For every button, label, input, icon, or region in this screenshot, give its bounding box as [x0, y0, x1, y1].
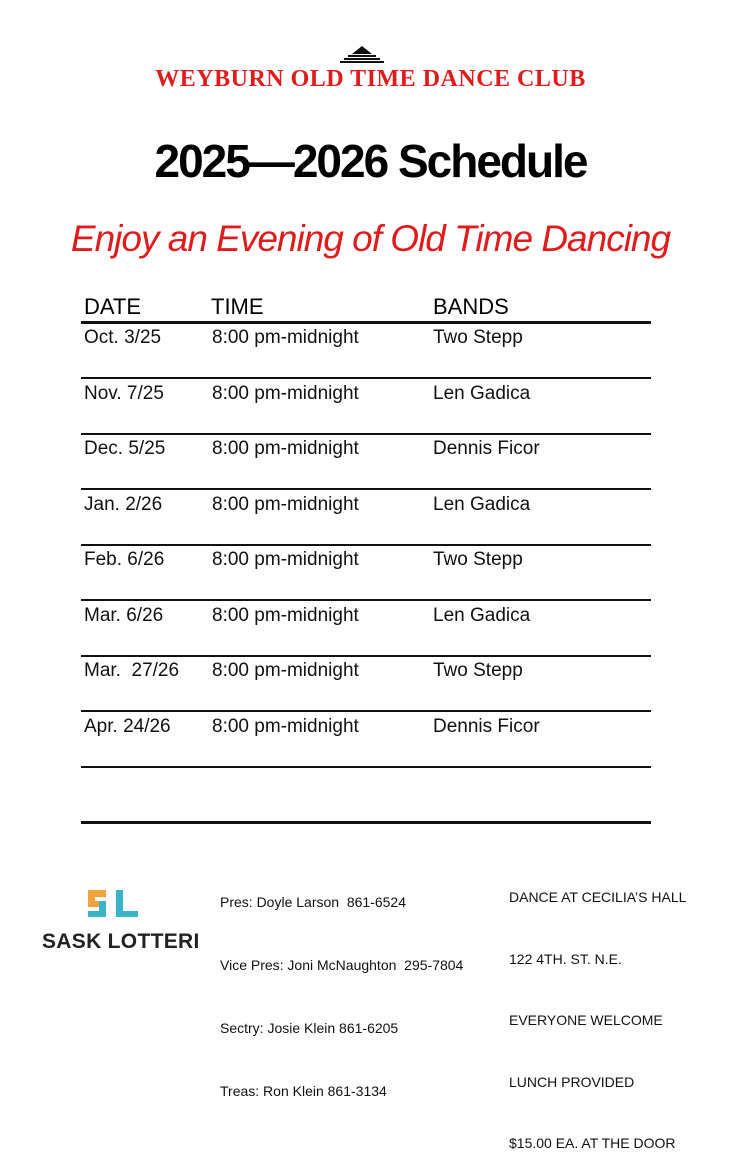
row-divider: [81, 655, 651, 657]
row-date: Dec. 5/25: [84, 438, 166, 459]
row-band: Len Gadica: [433, 382, 531, 404]
row-time: 8:00 pm-midnight: [212, 327, 359, 348]
column-header-time: TIME: [211, 294, 264, 319]
row-date: Mar. 27/26: [84, 660, 180, 681]
header-rule: [81, 321, 651, 324]
row-band: Dennis Ficor: [433, 438, 540, 459]
bottom-divider: [81, 821, 651, 824]
row-band: Dennis Ficor: [433, 715, 540, 737]
column-header-date: DATE: [84, 294, 142, 319]
row-divider: [81, 544, 651, 546]
row-divider: [81, 766, 651, 768]
row-date: Jan. 2/26: [84, 493, 163, 515]
venue-line: 122 4TH. ST. N.E.: [509, 950, 622, 967]
row-time: 8:00 pm-midnight: [212, 438, 359, 459]
venue-line: $15.00 EA. AT THE DOOR: [509, 1135, 676, 1151]
row-band: Two Stepp: [433, 660, 523, 681]
row-divider: [81, 488, 651, 490]
row-time: 8:00 pm-midnight: [212, 604, 359, 626]
row-time: 8:00 pm-midnight: [212, 660, 359, 681]
officer-line: Treas: Ron Klein 861-3134: [220, 1083, 387, 1099]
row-time: 8:00 pm-midnight: [212, 549, 359, 570]
row-divider: [81, 710, 651, 712]
row-date: Oct. 3/25: [84, 327, 162, 348]
row-date: Feb. 6/26: [84, 549, 165, 570]
row-time: 8:00 pm-midnight: [212, 382, 359, 404]
row-divider: [81, 599, 651, 601]
row-divider: [81, 433, 651, 435]
sask-lotteries-logo-icon: [86, 886, 146, 922]
venue-line: DANCE AT CECILIA’S HALL: [509, 889, 687, 905]
row-date: Nov. 7/25: [84, 382, 164, 404]
row-band: Len Gadica: [433, 493, 531, 515]
officer-line: Sectry: Josie Klein 861-6205: [220, 1020, 399, 1036]
row-divider: [81, 377, 651, 379]
column-header-bands: BANDS: [433, 294, 509, 319]
venue-info: [509, 846, 686, 1174]
row-band: Two Stepp: [433, 327, 523, 348]
row-date: Mar. 6/26: [84, 604, 164, 626]
club-name: WEYBURN OLD TIME DANCE CLUB: [155, 66, 586, 92]
tagline: Enjoy an Evening of Old Time Dancing: [70, 218, 671, 259]
page-title: 2025—2026 Schedule: [154, 135, 587, 187]
club-logo-icon: [338, 44, 386, 66]
row-time: 8:00 pm-midnight: [212, 715, 359, 737]
officer-line: Pres: Doyle Larson 861-6524: [220, 894, 406, 910]
officer-line: Vice Pres: Joni McNaughton 295-7804: [220, 957, 464, 973]
row-time: 8:00 pm-midnight: [212, 493, 359, 515]
row-band: Two Stepp: [433, 549, 523, 570]
venue-line: EVERYONE WELCOME: [509, 1012, 663, 1028]
sponsor-logo-text: SASK LOTTERI: [42, 930, 200, 953]
row-date: Apr. 24/26: [84, 715, 171, 737]
row-band: Len Gadica: [433, 604, 531, 626]
venue-line: LUNCH PROVIDED: [509, 1073, 635, 1090]
officers-list: [220, 850, 463, 1123]
